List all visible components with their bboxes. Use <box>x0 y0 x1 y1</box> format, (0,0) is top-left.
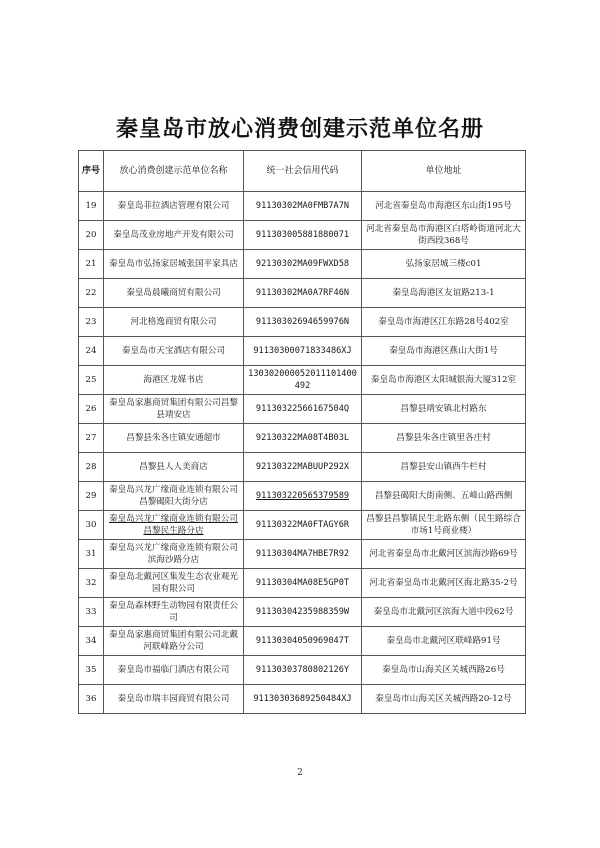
row-name: 秦皇岛兴龙广缘商业连锁有限公司昌黎碣阳大街分店 <box>104 482 244 511</box>
row-seq: 30 <box>79 511 104 540</box>
row-address: 河北省秦皇岛市北戴河区海北路35-2号 <box>362 569 526 598</box>
row-name: 秦皇岛北戴河区集发生态农业观光园有限公司 <box>104 569 244 598</box>
row-name: 秦皇岛市瑞丰园商贸有限公司 <box>104 685 244 714</box>
table-row <box>79 685 526 714</box>
table-row <box>79 482 526 511</box>
row-name: 秦皇岛兴龙广缘商业连锁有限公司昌黎民生路分店 <box>104 511 244 540</box>
row-address: 秦皇岛市海港区燕山大街1号 <box>362 337 526 366</box>
table-row <box>79 453 526 482</box>
table-row <box>79 250 526 279</box>
table-row <box>79 627 526 656</box>
row-name: 河北格逸商贸有限公司 <box>104 308 244 337</box>
table-row <box>79 598 526 627</box>
row-name: 海港区龙媒书店 <box>104 366 244 395</box>
table-row <box>79 424 526 453</box>
table-row <box>79 308 526 337</box>
table-row <box>79 221 526 250</box>
row-seq: 23 <box>79 308 104 337</box>
row-address: 秦皇岛市海港区江东路28号402室 <box>362 308 526 337</box>
row-code: 91130303780802126Y <box>244 656 362 685</box>
row-code: 91130304MA08E5GP0T <box>244 569 362 598</box>
row-code: 91130304MA7HBE7R92 <box>244 540 362 569</box>
table-row <box>79 395 526 424</box>
table-row <box>79 656 526 685</box>
row-name: 秦皇岛市福临门酒店有限公司 <box>104 656 244 685</box>
row-address: 秦皇岛市北戴河区联峰路91号 <box>362 627 526 656</box>
table-row <box>79 511 526 540</box>
row-code: 91130304235988359W <box>244 598 362 627</box>
row-address: 河北省秦皇岛市北戴河区滨海沙路69号 <box>362 540 526 569</box>
row-seq: 35 <box>79 656 104 685</box>
row-seq: 33 <box>79 598 104 627</box>
row-name: 昌黎县人人美商店 <box>104 453 244 482</box>
row-address: 秦皇岛海港区友谊路213-1 <box>362 279 526 308</box>
row-seq: 34 <box>79 627 104 656</box>
row-code: 92130302MA09FWXD58 <box>244 250 362 279</box>
row-seq: 22 <box>79 279 104 308</box>
table-row <box>79 366 526 395</box>
row-address: 秦皇岛市海港区太阳城银海大厦312室 <box>362 366 526 395</box>
row-seq: 31 <box>79 540 104 569</box>
row-code: 911303005881880071 <box>244 221 362 250</box>
row-seq: 36 <box>79 685 104 714</box>
header-address: 单位地址 <box>362 151 526 192</box>
row-address: 河北省秦皇岛市海港区东山街195号 <box>362 192 526 221</box>
row-code: 91130302MA0A7RF46N <box>244 279 362 308</box>
row-seq: 29 <box>79 482 104 511</box>
row-address: 弘扬家居城三楼c01 <box>362 250 526 279</box>
row-seq: 21 <box>79 250 104 279</box>
row-address: 河北省秦皇岛市海港区白塔岭街道河北大街西段368号 <box>362 221 526 250</box>
document-title: 秦皇岛市放心消费创建示范单位名册 <box>115 117 484 142</box>
row-code: 91130302694659976N <box>244 308 362 337</box>
row-name: 秦皇岛兴龙广缘商业连锁有限公司滨海沙路分店 <box>104 540 244 569</box>
row-code: 91130322566167504Q <box>244 395 362 424</box>
row-name: 秦皇岛市天宝酒店有限公司 <box>104 337 244 366</box>
table-row <box>79 279 526 308</box>
row-code: 911303220565379589 <box>244 482 362 511</box>
row-seq: 27 <box>79 424 104 453</box>
roster-table <box>78 150 526 714</box>
row-code: 130302000052011101400492 <box>244 366 362 395</box>
table-row <box>79 569 526 598</box>
row-name: 秦皇岛森林野生动物园有限责任公司 <box>104 598 244 627</box>
row-code: 92130322MA08T4B03L <box>244 424 362 453</box>
row-address: 昌黎县朱各庄镇里各庄村 <box>362 424 526 453</box>
row-name: 秦皇岛晨曦商贸有限公司 <box>104 279 244 308</box>
row-address: 昌黎县昌黎镇民生北路东侧（民生路综合市场1号商业楼） <box>362 511 526 540</box>
row-name: 秦皇岛家惠商贸集团有限公司昌黎县靖安店 <box>104 395 244 424</box>
row-address: 秦皇岛市山海关区关城西路20-12号 <box>362 685 526 714</box>
header-code: 统一社会信用代码 <box>244 151 362 192</box>
row-seq: 20 <box>79 221 104 250</box>
row-name: 秦皇岛家惠商贸集团有限公司北戴河联峰路分公司 <box>104 627 244 656</box>
row-seq: 28 <box>79 453 104 482</box>
row-seq: 24 <box>79 337 104 366</box>
row-seq: 19 <box>79 192 104 221</box>
table-header-row <box>79 151 526 192</box>
row-name: 秦皇岛茂业房地产开发有限公司 <box>104 221 244 250</box>
row-address: 秦皇岛市北戴河区滨海大道中段62号 <box>362 598 526 627</box>
row-code: 91130300071833486XJ <box>244 337 362 366</box>
row-seq: 32 <box>79 569 104 598</box>
row-name: 秦皇岛市弘扬家居城张国平家具店 <box>104 250 244 279</box>
row-code: 92130322MABUUP292X <box>244 453 362 482</box>
row-address: 秦皇岛市山海关区关城西路26号 <box>362 656 526 685</box>
row-code: 91130302MA0FMB7A7N <box>244 192 362 221</box>
row-address: 昌黎县安山镇西牛栏村 <box>362 453 526 482</box>
page-number: 2 <box>297 768 303 778</box>
row-address: 昌黎县碣阳大街南侧、五峰山路西侧 <box>362 482 526 511</box>
row-code: 91130304050969047T <box>244 627 362 656</box>
row-seq: 26 <box>79 395 104 424</box>
header-name: 放心消费创建示范单位名称 <box>104 151 244 192</box>
header-seq: 序号 <box>79 151 104 192</box>
row-address: 昌黎县靖安镇北村路东 <box>362 395 526 424</box>
table-row <box>79 192 526 221</box>
row-name: 秦皇岛菲拉酒店管理有限公司 <box>104 192 244 221</box>
row-seq: 25 <box>79 366 104 395</box>
row-code: 91130322MA0FTAGY6R <box>244 511 362 540</box>
row-name: 昌黎县朱各庄镇安通超市 <box>104 424 244 453</box>
table-row <box>79 540 526 569</box>
row-code: 91130303689250484XJ <box>244 685 362 714</box>
table-row <box>79 337 526 366</box>
